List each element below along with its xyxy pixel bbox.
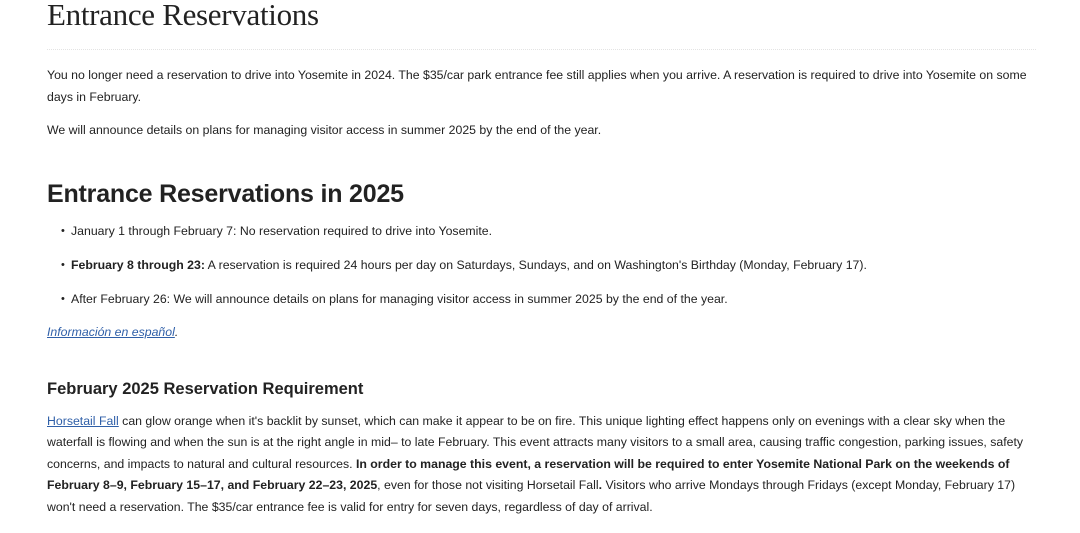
bullet-icon: • (61, 292, 65, 305)
spanish-info-link[interactable]: Información en español (47, 324, 175, 339)
list-item (61, 221, 1036, 243)
spanish-info (47, 322, 1036, 344)
list-item-text: A reservation is required 24 hours per day on Saturdays, Sundays, and on Washington's Birthday (Monday, February 17). (204, 257, 867, 272)
intro-paragraph-1: You no longer need a reservation to drive into Yosemite in 2024. The $35/car park entrance fee still applies when you arrive. A reservation is required to drive into Yosemite on some days in February. (47, 68, 1027, 104)
intro-paragraph-2: We will announce details on plans for managing visitor access in summer 2025 by the end of the year. (47, 123, 602, 137)
horsetail-bold-1: In order to manage this event, a reservation will be required to enter Yosemite National Park on the weekends of February 8–9, February 15–17, and February 22–23, 2025 (47, 456, 1010, 493)
horsetail-bold-2: . (598, 478, 603, 493)
bullet-icon: • (61, 258, 65, 271)
section-title-february: February 2025 Reservation Requirement (47, 380, 364, 398)
reservation-schedule-list (47, 221, 1036, 311)
page-title: Entrance Reservations (47, 0, 319, 32)
section-title-2025: Entrance Reservations in 2025 (47, 179, 404, 208)
list-item (61, 289, 1036, 311)
title-divider (47, 49, 1036, 50)
list-item-text: January 1 through February 7: No reservation required to drive into Yosemite. (71, 223, 493, 238)
bullet-icon: • (61, 224, 65, 237)
horsetail-text-1: can glow orange when it's backlit by sunset, which can make it appear to be on fire. This unique lighting effect happens only on evenings with a clear sky when the waterfall is flowing and when the sun is at the right angle in mid– to late February. This event attracts many visitors to a small area, causing traffic congestion, parking issues, safety concerns, and impacts to natural and cultural resources. (47, 414, 1024, 471)
horsetail-fall-link[interactable]: Horsetail Fall (47, 414, 119, 428)
list-item-bold: February 8 through 23: (71, 257, 205, 272)
list-item (61, 255, 1036, 277)
list-item-text: After February 26: We will announce details on plans for managing visitor access in summer 2025 by the end of the year. (71, 291, 728, 306)
spanish-info-suffix: . (174, 324, 179, 339)
horsetail-text-2: , even for those not visiting Horsetail Fall (377, 478, 599, 493)
horsetail-paragraph (47, 411, 1036, 518)
horsetail-text-3: Visitors who arrive Mondays through Fridays (except Monday, February 17) won't need a reservation. The $35/car entrance fee is valid for entry for seven days, regardless of day of arrival. (47, 478, 1016, 514)
